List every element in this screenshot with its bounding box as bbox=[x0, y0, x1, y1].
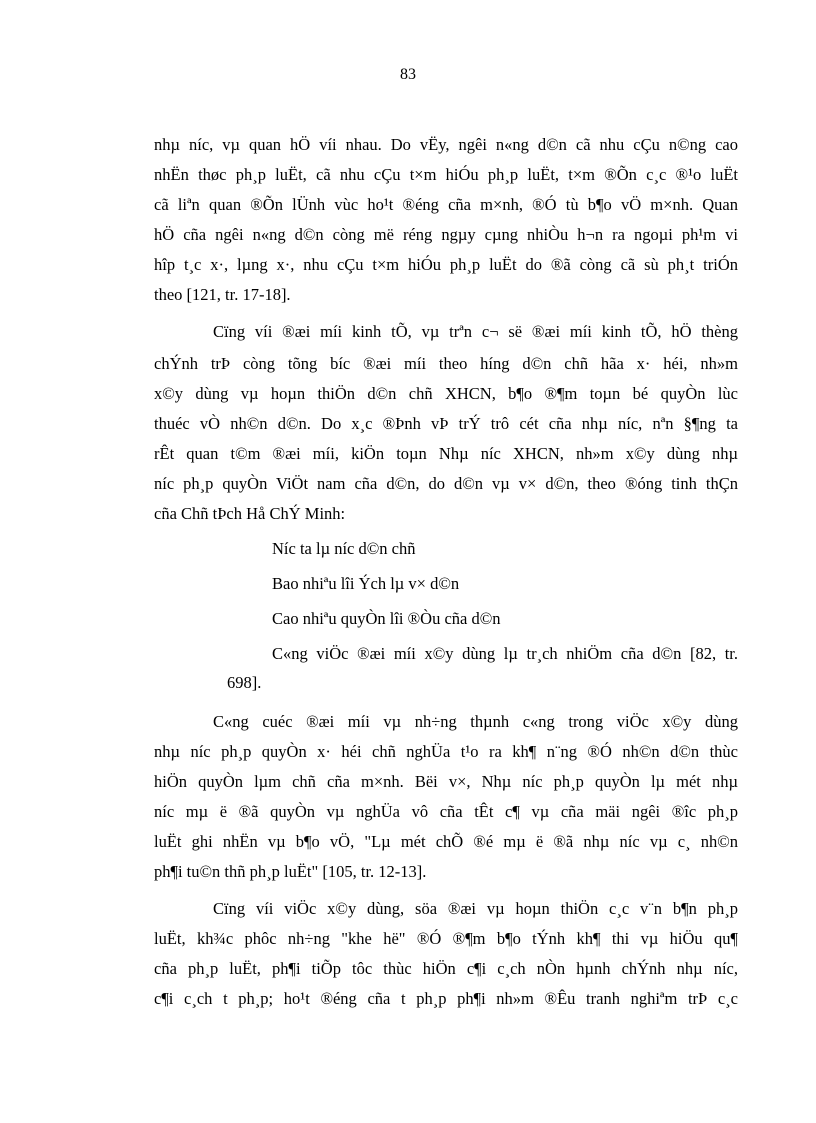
text-line: ph¶i tu©n thñ ph¸p luËt" [105, tr. 12-13]. bbox=[154, 862, 427, 881]
text-line: hÖ cña ngêi n«ng d©n còng më réng ngµy cµng nhiÒu h¬n ra ngoµi ph¹m vi bbox=[154, 225, 738, 244]
quote-line: Cao nhiªu quyÒn lîi ®Òu cña d©n bbox=[272, 609, 501, 628]
text-line: cña Chñ tÞch Hå ChÝ Minh: bbox=[154, 504, 346, 523]
text-line: chÝnh trÞ còng tõng bíc ®æi míi theo híng d©n chñ hãa x· héi, nh»m bbox=[154, 354, 738, 373]
text-line: hiÖn quyÒn lµm chñ cña m×nh. Bëi v×, Nhµ níc ph¸p quyÒn lµ mét nhµ bbox=[154, 772, 738, 791]
text-line: thuéc vÒ nh©n d©n. Do x¸c ®Þnh vÞ trÝ trô cét cña nhµ níc, nªn §¶ng ta bbox=[154, 414, 738, 433]
text-line: theo [121, tr. 17-18]. bbox=[154, 285, 291, 304]
text-line: c¶i c¸ch t ph¸p; ho¹t ®éng cña t ph¸p ph¶i nh»m ®Êu tranh nghiªm trÞ c¸c bbox=[154, 989, 738, 1008]
text-line: Cïng víi viÖc x©y dùng, söa ®æi vµ hoµn thiÖn c¸c v¨n b¶n ph¸p bbox=[213, 899, 738, 918]
text-line: cã liªn quan ®Õn lÜnh vùc ho¹t ®éng cña m×nh, ®Ó tù b¶o vÖ m×nh. Quan bbox=[154, 195, 738, 214]
text-line: níc mµ ë ®ã quyÒn vµ nghÜa vô cña tÊt c¶ vµ cña mäi ngêi ®îc ph¸p bbox=[154, 802, 738, 821]
quote-line: Níc ta lµ níc d©n chñ bbox=[272, 539, 416, 558]
text-line: rÊt quan t©m ®æi míi, kiÖn toµn Nhµ níc XHCN, nh»m x©y dùng nhµ bbox=[154, 444, 738, 463]
text-line: nhËn thøc ph¸p luËt, cã nhu cÇu t×m hiÓu ph¸p luËt, t×m ®Õn c¸c ®¹o luËt bbox=[154, 165, 738, 184]
text-line: cña ph¸p luËt, ph¶i tiÕp tôc thùc hiÖn c¶i c¸ch nÒn hµnh chÝnh nhµ níc, bbox=[154, 959, 738, 978]
text-line: hîp t¸c x·, lµng x·, nhu cÇu t×m hiÓu ph¸p luËt do ®ã còng cã sù ph¸t triÓn bbox=[154, 255, 738, 274]
text-line: x©y dùng vµ hoµn thiÖn d©n chñ XHCN, b¶o ®¶m toµn bé quyÒn lùc bbox=[154, 384, 738, 403]
quote-line: Bao nhiªu lîi Ých lµ v× d©n bbox=[272, 574, 460, 593]
quote-line: C«ng viÖc ®æi míi x©y dùng lµ tr¸ch nhiÖm cña d©n [82, tr. bbox=[272, 644, 738, 663]
text-line: Cïng víi ®æi míi kinh tÕ, vµ trªn c¬ së ®æi míi kinh tÕ, hÖ thèng bbox=[213, 322, 738, 341]
text-line: nhµ níc, vµ quan hÖ víi nhau. Do vËy, ngêi n«ng d©n cã nhu cÇu n©ng cao bbox=[154, 135, 738, 154]
text-line: níc ph¸p quyÒn ViÖt nam cña d©n, do d©n vµ v× d©n, theo ®óng tinh thÇn bbox=[154, 474, 738, 493]
text-line: C«ng cuéc ®æi míi vµ nh÷ng thµnh c«ng trong viÖc x©y dùng bbox=[213, 712, 738, 731]
text-line: luËt, kh¾c phôc nh÷ng "khe hë" ®Ó ®¶m b¶o tÝnh kh¶ thi vµ hiÖu qu¶ bbox=[154, 929, 738, 948]
quote-citation: 698]. bbox=[227, 673, 262, 692]
text-line: luËt ghi nhËn vµ b¶o vÖ, "Lµ mét chÕ ®é mµ ë ®ã nhµ níc vµ c¸ nh©n bbox=[154, 832, 738, 851]
page-number: 83 bbox=[400, 66, 416, 83]
text-line: nhµ níc ph¸p quyÒn x· héi chñ nghÜa t¹o ra kh¶ n¨ng ®Ó nh©n d©n thùc bbox=[154, 742, 738, 761]
